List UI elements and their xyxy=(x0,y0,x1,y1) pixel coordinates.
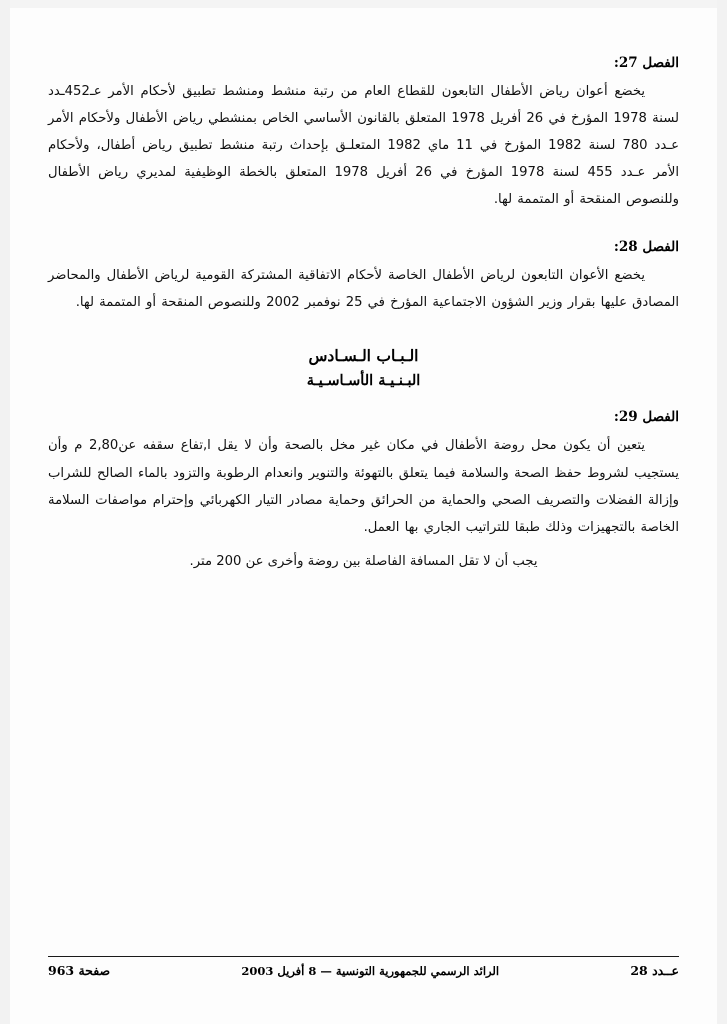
footer-divider xyxy=(48,956,679,957)
scan-edge-right xyxy=(717,0,727,1024)
footer-page-number: صفحة 963 xyxy=(48,963,111,978)
footer-journal-title: الرائد الرسمي للجمهورية التونسية — 8 أفريل 2003 xyxy=(241,964,500,978)
article-29-note: يجب أن لا تقل المسافة الفاصلة بين روضة وأخرى عن 200 متر. xyxy=(189,553,538,569)
footer-row xyxy=(48,963,679,978)
article-29-heading: الفصل 29: xyxy=(613,409,679,426)
scan-edge-top xyxy=(0,0,727,8)
article-27-text: يخضع أعوان رياض الأطفال التابعون للقطاع العام من رتبة منشط ومنشط تطبيق لأحكام الأمر عـ452ـدد لسنة 1978 المؤرخ في 26 أفريل 1978 المتعلق بالقانون الأساسي الخاص بمنشطي رياض الأطفال ولأحكام الأمر عـدد 780 لسنة 1982 المؤرخ في 11 ماي 1982 المتعلـق بإحداث رتبة منشط تطبيق رياض أطفال، ولأحكام الأمر عـدد 455 لسنة 1978 المؤرخ في 26 أفريل 1978 المتعلق بالخطة الوظيفية لمديري رياض الأطفال وللنصوص المنقحة أو المتممة لها. xyxy=(48,84,680,208)
chapter-title xyxy=(48,346,679,389)
page-footer xyxy=(48,956,679,978)
scan-edge-left xyxy=(0,0,10,1024)
spacer xyxy=(48,223,679,239)
footer-issue-number: عــدد 28 xyxy=(630,963,679,978)
chapter-title-line-2: البـنـيـة الأسـاسـيـة xyxy=(306,372,421,390)
article-28 xyxy=(48,239,679,316)
spacer xyxy=(48,393,679,409)
article-27-heading: الفصل 27: xyxy=(613,55,679,71)
article-29-text: يتعين أن يكون محل روضة الأطفال في مكان غير مخل بالصحة وأن لا يقل ا,تفاع سقفه عن2,80 م وأن يستجيب لشروط حفظ الصحة والسلامة فيما يتعلق بالتهوئة والتنوير وانعدام الرطوبة والتزود بالماء الصالح للشراب وإزالة الفضلات والتصريف الصحي والحماية من الحرائق وحماية مصادر التيار الكهربائي وإحترام مواصفات السلامة الخاصة بالتجهيزات وذلك طبقا للتراتيب الجاري بها العمل. xyxy=(48,438,679,535)
article-27 xyxy=(48,55,679,213)
article-29 xyxy=(48,409,679,575)
article-28-text: يخضع الأعوان التابعون لرياض الأطفال الخاصة لأحكام الاتفاقية المشتركة القومية لرياض الأطفال والمحاضر المصادق عليها بقرار وزير الشؤون الاجتماعية المؤرخ في 25 نوفمبر 2002 وللنصوص المنقحة أو المتممة لها. xyxy=(48,268,679,311)
article-28-heading: الفصل 28: xyxy=(613,239,679,256)
chapter-title-line-1: الـبـاب الـسـادس xyxy=(308,346,419,366)
